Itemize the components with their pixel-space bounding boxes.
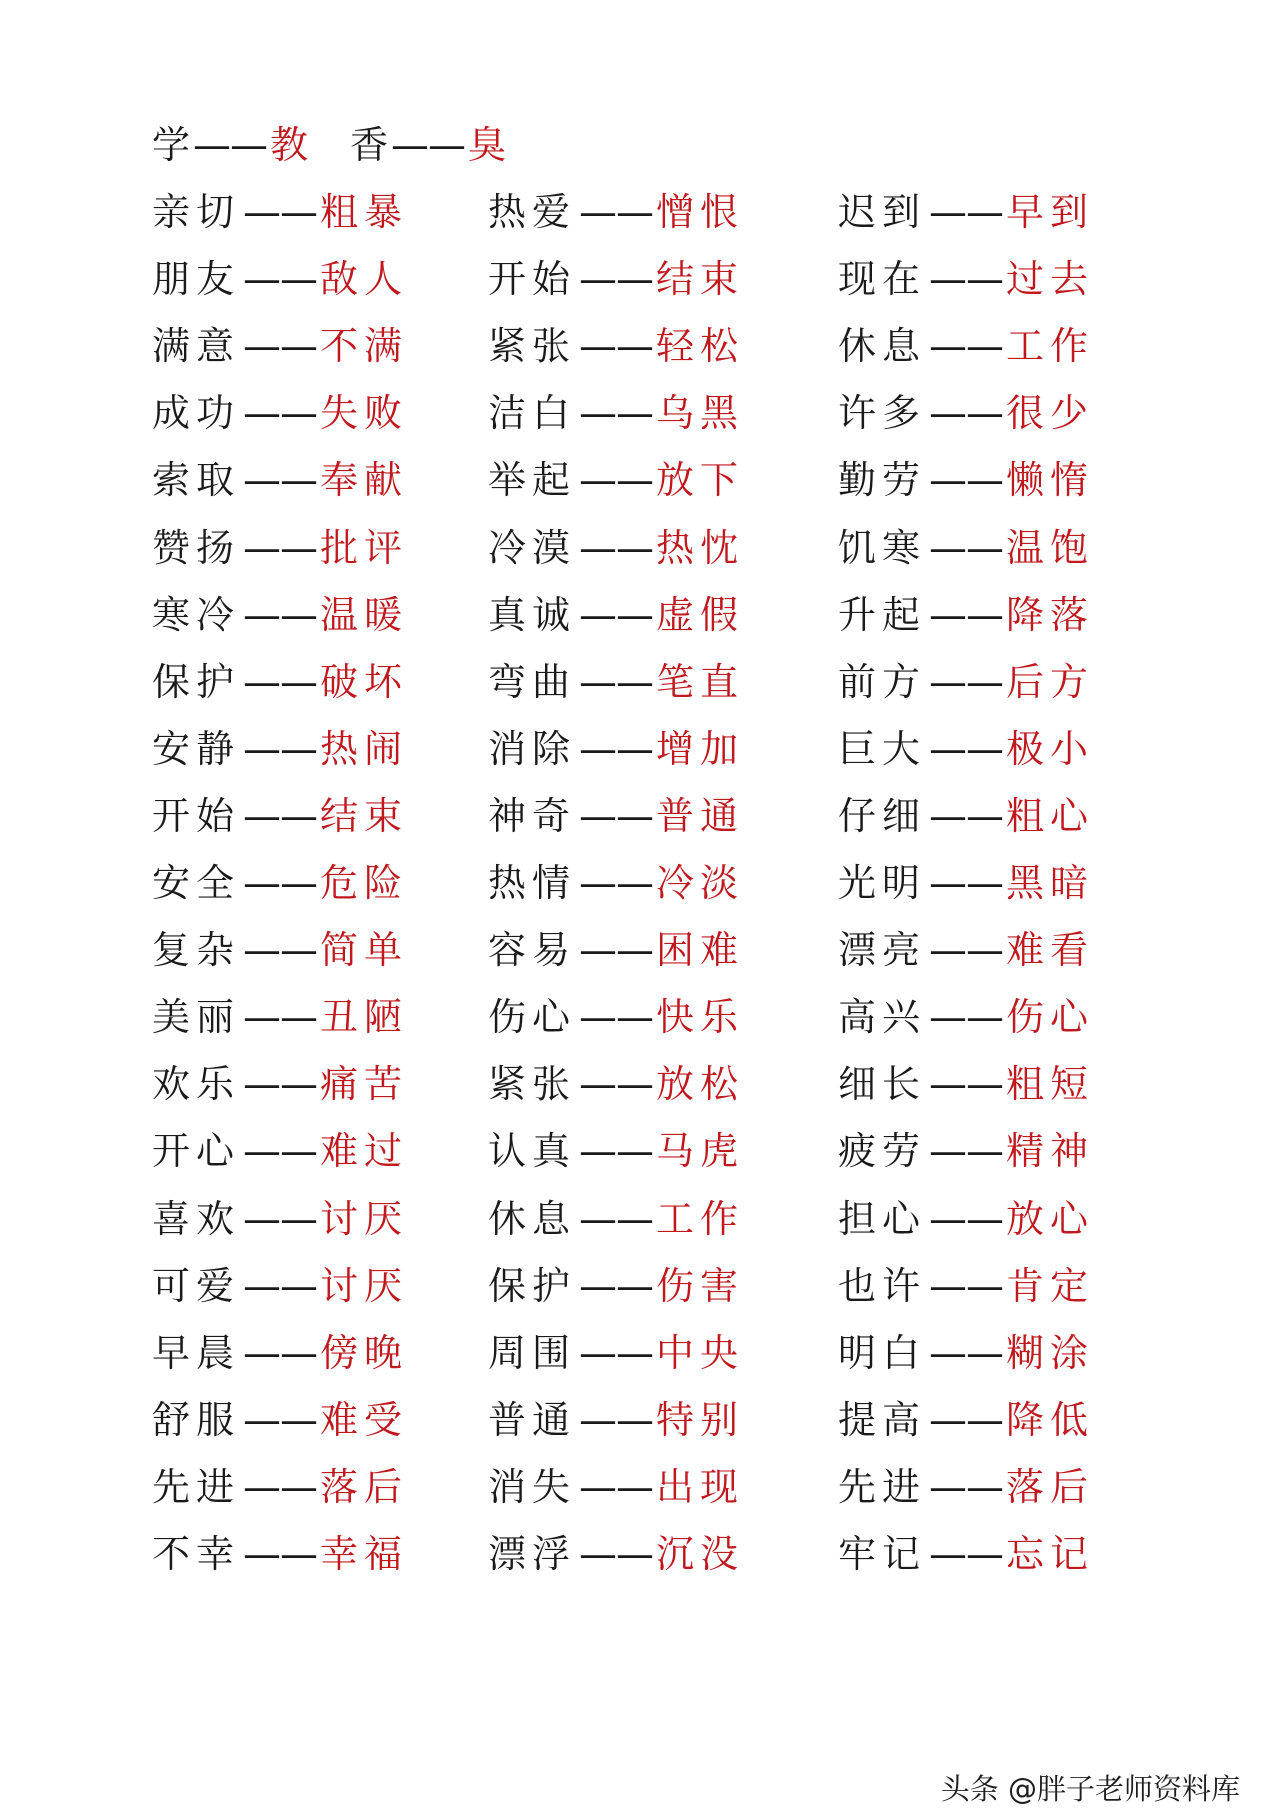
antonym: 放下 [656, 458, 745, 502]
antonym: 粗短 [1006, 1062, 1095, 1106]
dash: —— [929, 458, 1004, 502]
dash: —— [579, 727, 654, 771]
word: 担心 [838, 1197, 927, 1241]
dash: —— [579, 1465, 654, 1509]
antonym-pair [838, 188, 1094, 236]
antonym-pair [838, 1530, 1094, 1578]
antonym: 傍晚 [320, 1331, 409, 1375]
antonym-pair [488, 658, 744, 706]
antonym: 落后 [1006, 1465, 1095, 1509]
word: 疲劳 [838, 1129, 927, 1173]
dash: —— [929, 727, 1004, 771]
dash: —— [929, 861, 1004, 905]
antonym-pair [152, 1329, 408, 1377]
antonym-pair [488, 1262, 744, 1310]
antonym: 敌人 [320, 257, 409, 301]
dash: —— [579, 660, 654, 704]
antonym: 忘记 [1006, 1532, 1095, 1576]
dash: —— [929, 1129, 1004, 1173]
antonym: 幸福 [320, 1532, 409, 1576]
word: 周围 [488, 1331, 577, 1375]
dash: —— [579, 861, 654, 905]
antonym-pair [152, 859, 408, 907]
watermark: 头条 @胖子老师资料库 [940, 1772, 1240, 1806]
word: 饥寒 [838, 526, 927, 570]
dash: —— [929, 391, 1004, 435]
word: 先进 [152, 1465, 241, 1509]
antonym: 丑陋 [320, 995, 409, 1039]
antonym-pair [152, 1396, 408, 1444]
antonym-pair [488, 255, 744, 303]
word: 喜欢 [152, 1197, 241, 1241]
word: 先进 [838, 1465, 927, 1509]
word: 索取 [152, 458, 241, 502]
antonym: 困难 [656, 928, 745, 972]
antonym-pair [838, 389, 1094, 437]
word: 亲切 [152, 190, 241, 234]
antonym: 放松 [656, 1062, 745, 1106]
word: 神奇 [488, 794, 577, 838]
antonym: 极小 [1006, 727, 1095, 771]
word: 伤心 [488, 995, 577, 1039]
antonym-pair [152, 725, 408, 773]
dash: —— [579, 1129, 654, 1173]
dash: —— [579, 1197, 654, 1241]
antonym: 黑暗 [1006, 861, 1095, 905]
word: 舒服 [152, 1398, 241, 1442]
antonym: 结束 [656, 257, 745, 301]
antonym-pair [838, 1262, 1094, 1310]
antonym: 落后 [320, 1465, 409, 1509]
antonym: 降落 [1006, 593, 1095, 637]
dash: —— [929, 1264, 1004, 1308]
dash: —— [243, 1129, 318, 1173]
word: 仔细 [838, 794, 927, 838]
dash: —— [193, 123, 268, 167]
word: 赞扬 [152, 526, 241, 570]
antonym: 温暖 [320, 593, 409, 637]
antonym: 冷淡 [656, 861, 745, 905]
antonym: 难受 [320, 1398, 409, 1442]
dash: —— [243, 458, 318, 502]
dash: —— [579, 593, 654, 637]
word: 成功 [152, 391, 241, 435]
antonym-pair [152, 1195, 408, 1243]
antonym-pair [488, 792, 744, 840]
dash: —— [929, 1062, 1004, 1106]
antonym-pair [152, 1060, 408, 1108]
dash: —— [579, 257, 654, 301]
word: 紧张 [488, 324, 577, 368]
word: 热爱 [488, 190, 577, 234]
dash: —— [579, 526, 654, 570]
antonym-pair [838, 255, 1094, 303]
antonym: 很少 [1006, 391, 1095, 435]
antonym-pair [838, 322, 1094, 370]
word: 漂亮 [838, 928, 927, 972]
antonym-pair [838, 1329, 1094, 1377]
antonym-pair [488, 456, 744, 504]
antonym-pair [838, 1127, 1094, 1175]
dash: —— [579, 391, 654, 435]
antonym: 沉没 [656, 1532, 745, 1576]
antonym-pair [838, 1060, 1094, 1108]
dash: —— [243, 861, 318, 905]
antonym: 粗心 [1006, 794, 1095, 838]
antonym-pair [838, 524, 1094, 572]
dash: —— [243, 1264, 318, 1308]
dash: —— [243, 257, 318, 301]
dash: —— [929, 794, 1004, 838]
word: 休息 [838, 324, 927, 368]
dash: —— [243, 660, 318, 704]
word: 也许 [838, 1264, 927, 1308]
dash: —— [929, 1398, 1004, 1442]
word: 消失 [488, 1465, 577, 1509]
dash: —— [929, 593, 1004, 637]
word: 开心 [152, 1129, 241, 1173]
word: 保护 [152, 660, 241, 704]
word: 朋友 [152, 257, 241, 301]
dash: —— [579, 995, 654, 1039]
antonym-pair [152, 1262, 408, 1310]
dash: —— [929, 526, 1004, 570]
word: 光明 [838, 861, 927, 905]
antonym-pair [488, 524, 744, 572]
word: 认真 [488, 1129, 577, 1173]
dash: —— [929, 1331, 1004, 1375]
antonym: 工作 [1006, 324, 1095, 368]
antonym: 乌黑 [656, 391, 745, 435]
word: 容易 [488, 928, 577, 972]
word: 可爱 [152, 1264, 241, 1308]
word: 保护 [488, 1264, 577, 1308]
word: 消除 [488, 727, 577, 771]
antonym-pair [838, 926, 1094, 974]
antonym-pair [152, 389, 408, 437]
antonym: 伤心 [1006, 995, 1095, 1039]
antonym: 臭 [468, 123, 507, 167]
antonym-pair [488, 1396, 744, 1444]
antonym: 温饱 [1006, 526, 1095, 570]
antonym: 特别 [656, 1398, 745, 1442]
antonym-pair [152, 1463, 408, 1511]
antonym: 马虎 [656, 1129, 745, 1173]
dash: —— [243, 526, 318, 570]
antonym: 不满 [320, 324, 409, 368]
word: 学 [152, 123, 191, 167]
dash: —— [243, 1331, 318, 1375]
antonym: 热忱 [656, 526, 745, 570]
word: 热情 [488, 861, 577, 905]
dash: —— [929, 257, 1004, 301]
antonym-pair [152, 255, 408, 303]
antonym: 热闹 [320, 727, 409, 771]
antonym: 教 [270, 123, 309, 167]
antonym: 讨厌 [320, 1264, 409, 1308]
word: 寒冷 [152, 593, 241, 637]
antonym-pair [488, 389, 744, 437]
antonym: 失败 [320, 391, 409, 435]
dash: —— [243, 727, 318, 771]
word: 细长 [838, 1062, 927, 1106]
antonym: 批评 [320, 526, 409, 570]
antonym: 早到 [1006, 190, 1095, 234]
antonym: 难看 [1006, 928, 1095, 972]
word: 欢乐 [152, 1062, 241, 1106]
antonym-pair [488, 188, 744, 236]
antonym: 懒惰 [1006, 458, 1095, 502]
antonym-pair [838, 1463, 1094, 1511]
antonym-pair [152, 926, 408, 974]
antonym: 增加 [656, 727, 745, 771]
word: 巨大 [838, 727, 927, 771]
antonym-pair [152, 121, 308, 169]
dash: —— [929, 928, 1004, 972]
word: 洁白 [488, 391, 577, 435]
dash: —— [579, 1398, 654, 1442]
antonym: 结束 [320, 794, 409, 838]
dash: —— [579, 324, 654, 368]
antonym-pair [488, 322, 744, 370]
antonym-pair [838, 725, 1094, 773]
antonym: 精神 [1006, 1129, 1095, 1173]
dash: —— [243, 928, 318, 972]
dash: —— [243, 1062, 318, 1106]
antonym: 放心 [1006, 1197, 1095, 1241]
antonym-pair [152, 1530, 408, 1578]
dash: —— [391, 123, 466, 167]
antonym: 奉献 [320, 458, 409, 502]
dash: —— [243, 1197, 318, 1241]
word: 牢记 [838, 1532, 927, 1576]
antonym: 虚假 [656, 593, 745, 637]
word: 休息 [488, 1197, 577, 1241]
word: 开始 [488, 257, 577, 301]
word: 高兴 [838, 995, 927, 1039]
word: 迟到 [838, 190, 927, 234]
antonym: 痛苦 [320, 1062, 409, 1106]
antonym-pair [838, 591, 1094, 639]
antonym-pair [152, 322, 408, 370]
antonym-pair [488, 1329, 744, 1377]
antonym-pair [838, 792, 1094, 840]
antonym-pair [838, 456, 1094, 504]
antonym: 出现 [656, 1465, 745, 1509]
antonym: 憎恨 [656, 190, 745, 234]
dash: —— [243, 1398, 318, 1442]
dash: —— [929, 324, 1004, 368]
antonym-pair [838, 993, 1094, 1041]
word: 美丽 [152, 995, 241, 1039]
word: 许多 [838, 391, 927, 435]
dash: —— [579, 794, 654, 838]
antonym-pair [488, 591, 744, 639]
antonym: 讨厌 [320, 1197, 409, 1241]
dash: —— [929, 660, 1004, 704]
antonym: 普通 [656, 794, 745, 838]
word: 香 [350, 123, 389, 167]
dash: —— [579, 1264, 654, 1308]
antonym: 破坏 [320, 660, 409, 704]
dash: —— [579, 1532, 654, 1576]
antonym: 难过 [320, 1129, 409, 1173]
antonym-pair [488, 1195, 744, 1243]
antonym-pair [488, 1127, 744, 1175]
word: 满意 [152, 324, 241, 368]
dash: —— [579, 458, 654, 502]
dash: —— [243, 593, 318, 637]
antonym-pair [152, 188, 408, 236]
antonym-pair [152, 792, 408, 840]
antonym: 笔直 [656, 660, 745, 704]
word: 举起 [488, 458, 577, 502]
word: 弯曲 [488, 660, 577, 704]
antonym-pair [152, 993, 408, 1041]
word: 漂浮 [488, 1532, 577, 1576]
dash: —— [579, 190, 654, 234]
antonym: 简单 [320, 928, 409, 972]
dash: —— [243, 324, 318, 368]
antonym-pair [838, 1396, 1094, 1444]
antonym-pair [152, 1127, 408, 1175]
dash: —— [243, 391, 318, 435]
antonym: 糊涂 [1006, 1331, 1095, 1375]
dash: —— [243, 1532, 318, 1576]
antonym-pair [838, 859, 1094, 907]
antonym-pair [488, 859, 744, 907]
word: 复杂 [152, 928, 241, 972]
antonym-pair [488, 1060, 744, 1108]
dash: —— [243, 794, 318, 838]
word: 安全 [152, 861, 241, 905]
antonym: 后方 [1006, 660, 1095, 704]
dash: —— [929, 190, 1004, 234]
dash: —— [243, 1465, 318, 1509]
dash: —— [929, 1532, 1004, 1576]
word: 紧张 [488, 1062, 577, 1106]
antonym-pair [350, 121, 506, 169]
antonym-pair [152, 658, 408, 706]
word: 前方 [838, 660, 927, 704]
antonym-pair [838, 658, 1094, 706]
antonym: 降低 [1006, 1398, 1095, 1442]
antonym: 中央 [656, 1331, 745, 1375]
antonym-pair [488, 993, 744, 1041]
antonym: 肯定 [1006, 1264, 1095, 1308]
word: 冷漠 [488, 526, 577, 570]
dash: —— [929, 995, 1004, 1039]
word: 真诚 [488, 593, 577, 637]
word: 提高 [838, 1398, 927, 1442]
antonym-pair [838, 1195, 1094, 1243]
word: 不幸 [152, 1532, 241, 1576]
antonym-pair [152, 524, 408, 572]
dash: —— [579, 1062, 654, 1106]
word: 现在 [838, 257, 927, 301]
antonym: 快乐 [656, 995, 745, 1039]
antonym-pair [152, 456, 408, 504]
word: 明白 [838, 1331, 927, 1375]
dash: —— [243, 190, 318, 234]
antonym-pair [488, 1530, 744, 1578]
antonym-pair [152, 591, 408, 639]
antonym: 过去 [1006, 257, 1095, 301]
dash: —— [929, 1465, 1004, 1509]
dash: —— [579, 928, 654, 972]
word: 安静 [152, 727, 241, 771]
word: 勤劳 [838, 458, 927, 502]
antonym-pair [488, 926, 744, 974]
word: 升起 [838, 593, 927, 637]
antonym: 粗暴 [320, 190, 409, 234]
antonym-pair [488, 725, 744, 773]
word: 开始 [152, 794, 241, 838]
word: 普通 [488, 1398, 577, 1442]
antonym: 工作 [656, 1197, 745, 1241]
antonym: 伤害 [656, 1264, 745, 1308]
word: 早晨 [152, 1331, 241, 1375]
dash: —— [243, 995, 318, 1039]
dash: —— [579, 1331, 654, 1375]
dash: —— [929, 1197, 1004, 1241]
antonym: 轻松 [656, 324, 745, 368]
antonym-pair [488, 1463, 744, 1511]
antonym: 危险 [320, 861, 409, 905]
